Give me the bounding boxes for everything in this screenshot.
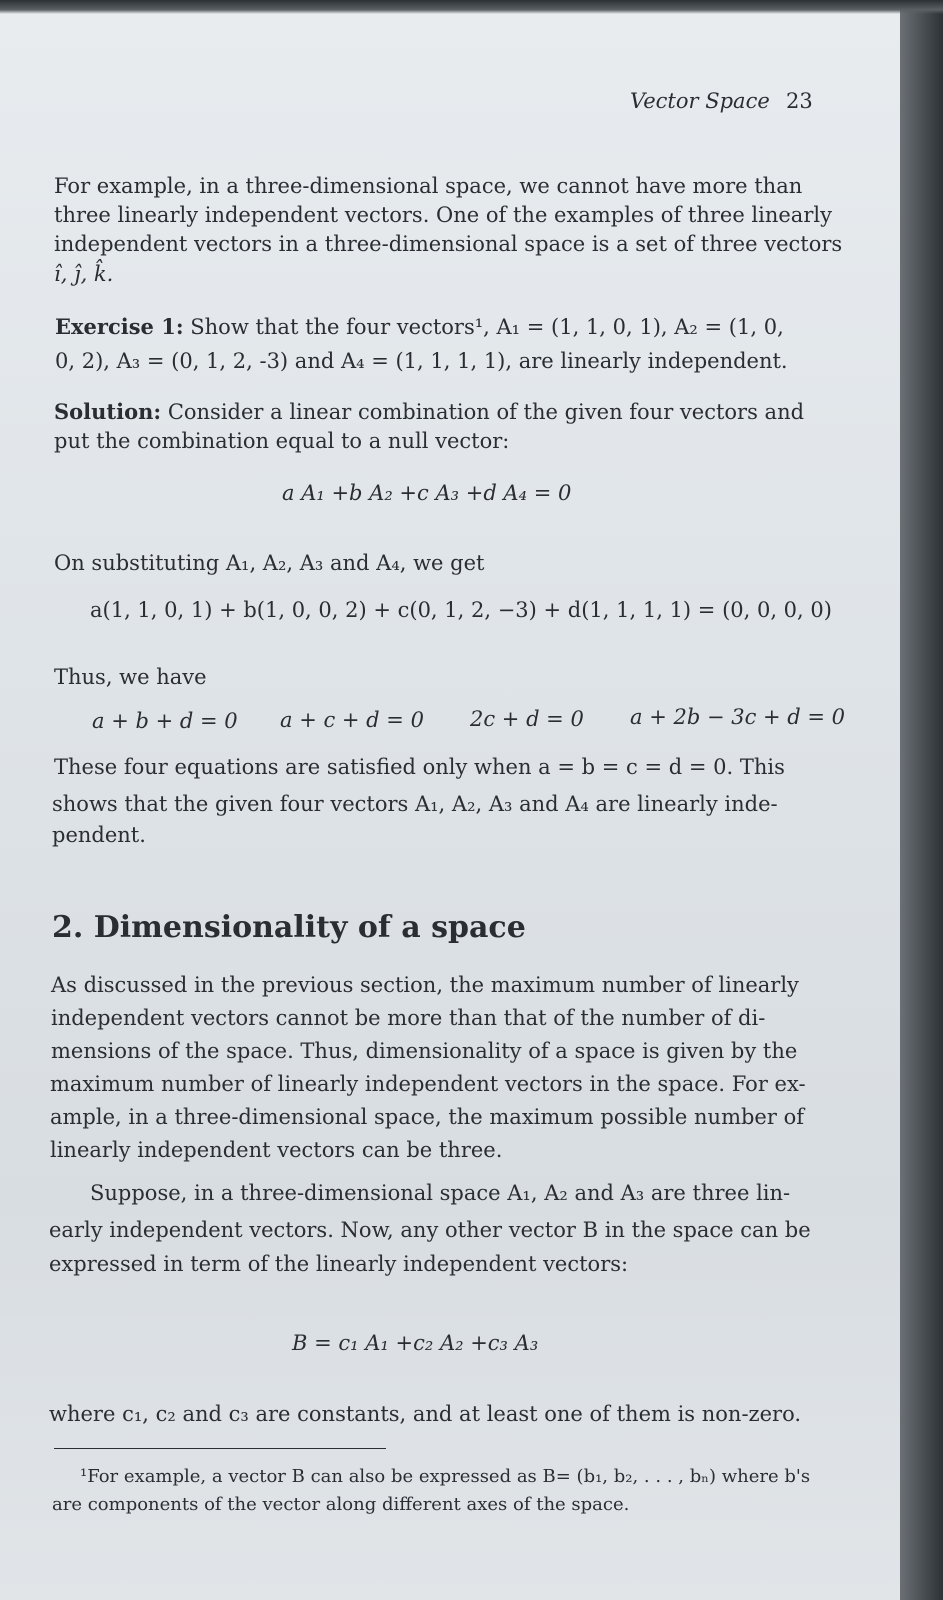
paragraph-line: three linearly independent vectors. One of the examples of three linearly <box>54 203 832 227</box>
conclusion-line: These four equations are satisfied only when a = b = c = d = 0. This <box>54 755 785 779</box>
paragraph-line: Suppose, in a three-dimensional space A₁, A₂ and A₃ are three lin- <box>90 1181 791 1205</box>
paragraph-line: ample, in a three-dimensional space, the maximum possible number of <box>50 1105 804 1129</box>
paragraph-line: For example, in a three-dimensional space, we cannot have more than <box>54 174 803 198</box>
conclusion-line: shows that the given four vectors A₁, A₂, A₃ and A₄ are linearly inde- <box>52 792 778 816</box>
section-heading: 2. Dimensionality of a space <box>52 910 526 945</box>
exercise-line-2: 0, 2), A₃ = (0, 1, 2, -3) and A₄ = (1, 1, 1, 1), are linearly independent. <box>55 349 788 373</box>
conclusion-line: pendent. <box>52 823 146 847</box>
equation-1: a + b + d = 0 <box>92 709 238 733</box>
paragraph-line: independent vectors cannot be more than that of the number of di- <box>51 1006 766 1030</box>
equation-2: a + c + d = 0 <box>280 708 424 732</box>
paragraph-line: early independent vectors. Now, any other vector B in the space can be <box>49 1218 811 1242</box>
thus-line: Thus, we have <box>54 665 207 689</box>
paragraph-line: As discussed in the previous section, the maximum number of linearly <box>51 973 799 997</box>
paragraph-line: î, ĵ, k̂. <box>54 262 114 286</box>
equation-3: 2c + d = 0 <box>470 707 584 731</box>
solution-line-2: put the combination equal to a null vector: <box>54 429 510 453</box>
substitution-line: On substituting A₁, A₂, A₃ and A₄, we get <box>54 551 485 575</box>
paragraph-line: maximum number of linearly independent vectors in the space. For ex- <box>50 1072 806 1096</box>
footnote-rule <box>54 1448 386 1449</box>
page-edge-shadow <box>900 0 943 1600</box>
paragraph-line: expressed in term of the linearly independent vectors: <box>49 1252 629 1276</box>
exercise-text: Show that the four vectors¹, A₁ = (1, 1, 0, 1), A₂ = (1, 0, <box>190 315 784 339</box>
equation-substitution: a(1, 1, 0, 1) + b(1, 0, 0, 2) + c(0, 1, 2, −3) + d(1, 1, 1, 1) = (0, 0, 0, 0) <box>90 598 832 622</box>
solution-line <box>54 399 804 425</box>
paragraph-line: linearly independent vectors can be three. <box>50 1138 503 1162</box>
constants-line: where c₁, c₂ and c₃ are constants, and at least one of them is non-zero. <box>49 1402 802 1426</box>
paragraph-line: mensions of the space. Thus, dimensionality of a space is given by the <box>51 1039 798 1063</box>
solution-text: Consider a linear combination of the given four vectors and <box>167 400 805 424</box>
equation-linear-combination: a A₁ +b A₂ +c A₃ +d A₄ = 0 <box>282 481 572 505</box>
exercise-line <box>55 314 784 340</box>
footnote-line: are components of the vector along different axes of the space. <box>52 1494 630 1515</box>
equation-vector-b: B = c₁ A₁ +c₂ A₂ +c₃ A₃ <box>292 1331 539 1355</box>
page-number: 23 <box>786 89 813 113</box>
paragraph-line: independent vectors in a three-dimensional space is a set of three vectors <box>54 232 843 256</box>
running-header-title: Vector Space <box>630 89 770 113</box>
solution-label: Solution: <box>54 399 162 424</box>
exercise-label: Exercise 1: <box>55 314 184 339</box>
equation-4: a + 2b − 3c + d = 0 <box>630 705 846 729</box>
page-top-edge <box>0 0 943 14</box>
footnote-line: ¹For example, a vector B can also be expressed as B= (b₁, b₂, . . . , bₙ) where b's <box>80 1466 811 1487</box>
